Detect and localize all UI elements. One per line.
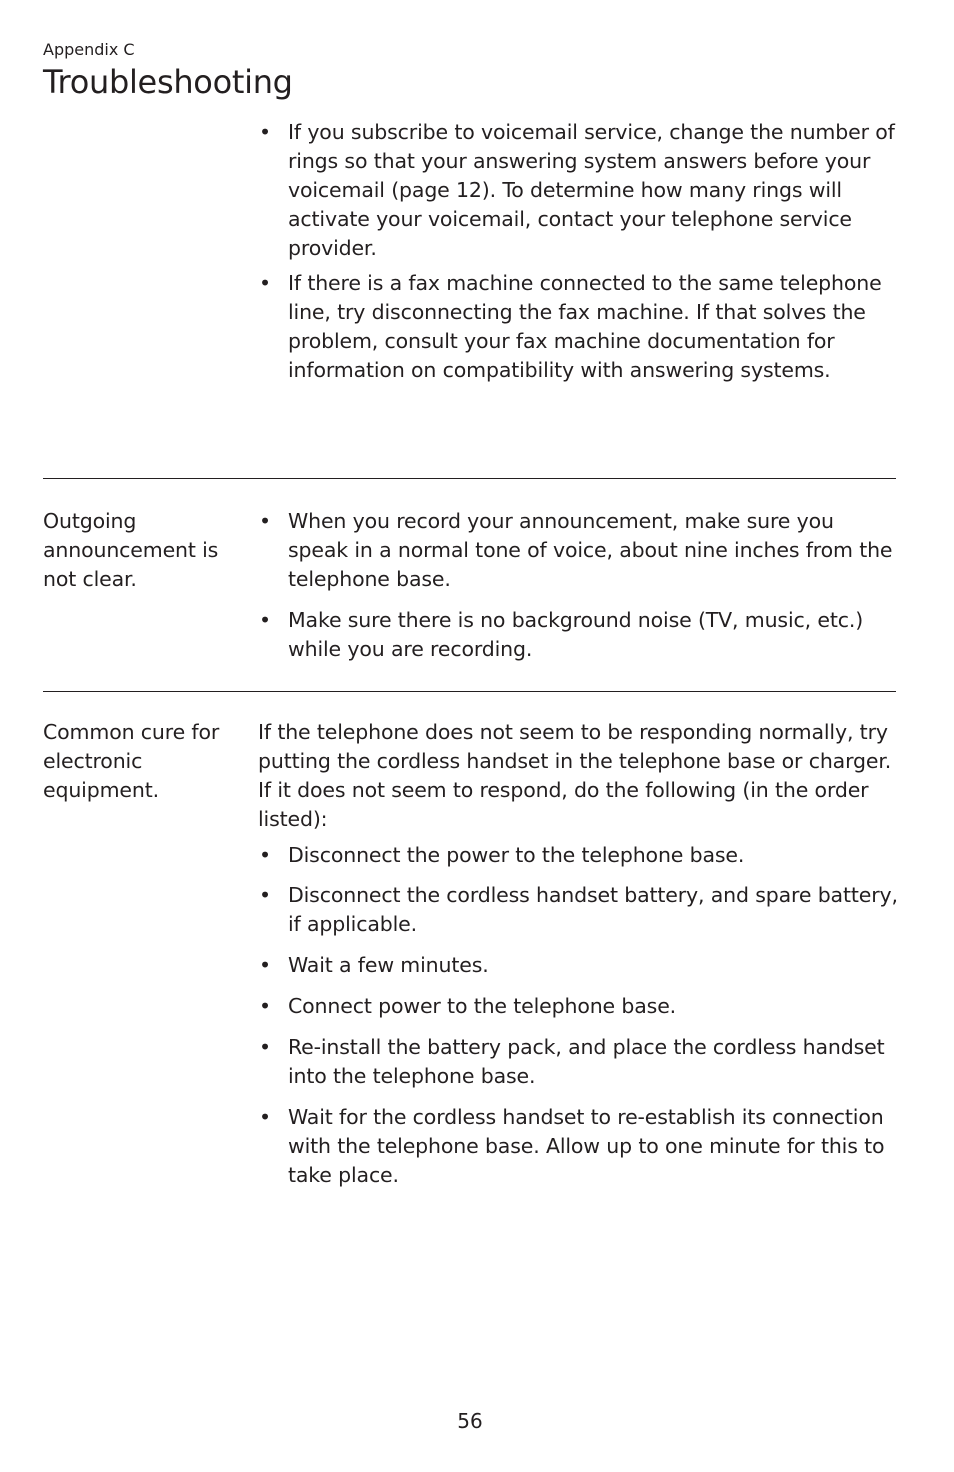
common-cure-solutions xyxy=(258,718,900,1190)
list-item: • Disconnect the cordless handset battery, and spare battery, if applicable. xyxy=(258,881,900,939)
symptom-common-cure: Common cure for electronic equipment. xyxy=(43,720,220,802)
list-item: • If you subscribe to voicemail service, change the number of rings so that your answering system answers before your voicemail (page 12). To determine how many rings will activate your voicemail, contact your telephone service provider. xyxy=(258,118,900,263)
appendix-label: Appendix C xyxy=(43,40,135,59)
page-title: Troubleshooting xyxy=(43,63,293,101)
common-cure-intro: If the telephone does not seem to be responding normally, try putting the cordless handset in the telephone base or charger. If it does not seem to respond, do the following (in the order listed): xyxy=(258,720,892,831)
list-item: • Disconnect the power to the telephone base. xyxy=(258,841,900,870)
list-item: • When you record your announcement, make sure you speak in a normal tone of voice, about nine inches from the telephone base. xyxy=(258,507,900,594)
outgoing-solutions xyxy=(258,507,900,664)
symptom-outgoing-announcement: Outgoing announcement is not clear. xyxy=(43,509,219,591)
list-item: • Wait for the cordless handset to re-establish its connection with the telephone base. Allow up to one minute for this to take place. xyxy=(258,1103,900,1190)
list-item: • Connect power to the telephone base. xyxy=(258,992,900,1021)
list-item: • Re-install the battery pack, and place the cordless handset into the telephone base. xyxy=(258,1033,900,1091)
list-item: • If there is a fax machine connected to the same telephone line, try disconnecting the fax machine. If that solves the problem, consult your fax machine documentation for information on compatibility with answering systems. xyxy=(258,269,900,385)
section-divider xyxy=(43,478,896,479)
continued-solutions xyxy=(258,118,900,385)
list-item: • Make sure there is no background noise (TV, music, etc.) while you are recording. xyxy=(258,606,900,664)
page-number: 56 xyxy=(457,1409,483,1433)
section-divider xyxy=(43,691,896,692)
list-item: • Wait a few minutes. xyxy=(258,951,900,980)
